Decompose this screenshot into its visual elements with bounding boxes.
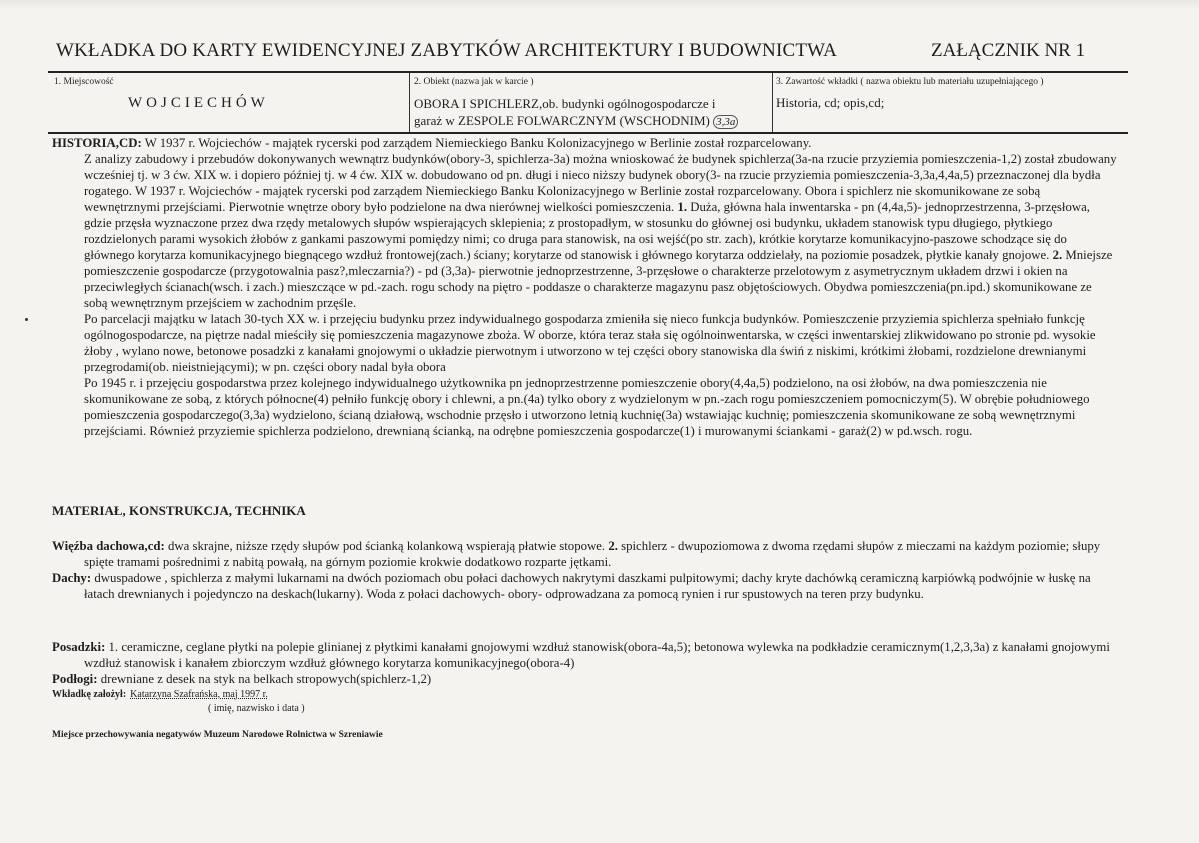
contents-label: 3. Zawartość wkładki ( nazwa obiektu lub materiału uzupełniającego ) bbox=[776, 77, 1044, 87]
negatives-location: Miejsce przechowywania negatywów Muzeum Narodowe Rolnictwa w Szreniawie bbox=[52, 730, 383, 740]
place-label: 1. Miejscowość bbox=[54, 77, 114, 87]
history-num-2: 2. bbox=[1052, 248, 1063, 262]
history-p2b: Duża, główna hala inwentarska - pn (4,4a,5)- jednoprzestrzenna, 3-przęsłowa, gdzie przęsła wyznaczone przez dwa rzędy metalowych słupów wspierających sklepienia; z prostopadłym, w stosunku do głównej osi budynku, układem stanowisk typu długiego, płytkiego rozdzielonych parami wysokich żłobów z gankami paszowymi pomiędzy nimi; co druga para stanowisk, na osi wejść(po str. zach), krótkie korytarze komunikacyjno-paszowe schodzące się do głównego korytarza komunikacyjnego biegnącego wzdłuż frontowej(zach.) ściany; korytarze od stanowisk i głównego korytarza oddzielały, na poziomie posadzek, płytkie kanały gnojowe. bbox=[84, 200, 1090, 262]
bottom-rule bbox=[48, 132, 1128, 134]
floors-para bbox=[52, 639, 1118, 671]
roof-truss-num: 2. bbox=[608, 539, 618, 553]
subfloors-para bbox=[52, 671, 1118, 687]
object-line-1: OBORA I SPICHLERZ,ob. budynki ogólnogospodarcze i bbox=[414, 96, 716, 111]
scan-edge bbox=[0, 0, 1199, 10]
history-p1-text: W 1937 r. Wojciechów - majątek rycerski pod zarządem Niemieckiego Banku Kolonizacyjnego w Berlinie został rozparcelowany. bbox=[144, 136, 812, 150]
subfloors-value: drewniane z desek na styk na belkach stropowych(spichlerz-1,2) bbox=[100, 672, 432, 686]
roof-truss-block bbox=[52, 538, 1118, 602]
object-label: 2. Obiekt (nazwa jak w karcie ) bbox=[414, 77, 534, 87]
insert-caption: ( imię, nazwisko i data ) bbox=[208, 703, 305, 714]
history-p2 bbox=[52, 151, 1118, 311]
roofs-para bbox=[52, 570, 1118, 602]
contents-value: Historia, cd; opis,cd; bbox=[776, 95, 885, 110]
insert-value: Katarzyna Szafrańska, maj 1997 r. bbox=[130, 689, 268, 700]
insert-author-line bbox=[52, 689, 268, 700]
object-line-2 bbox=[414, 112, 772, 131]
object-handwritten-mark: 3,3a bbox=[713, 115, 738, 129]
roof-truss-a: dwa skrajne, niższe rzędy słupów pod ścianką kolankową wspierają płatwie stopowe. bbox=[168, 539, 606, 553]
roof-truss-b: spichlerz - dwupoziomowa z dwoma rzędami słupów z mieczami na każdym poziomie; słupy spięte tramami pośrednimi z nabitą powałą, na górnym poziomie krokwie dodatkowo rozparte jętkami. bbox=[84, 539, 1101, 569]
floors-block bbox=[52, 639, 1118, 687]
history-num-1: 1. bbox=[677, 200, 688, 214]
history-heading: HISTORIA,CD: bbox=[52, 136, 142, 150]
history-section bbox=[52, 135, 1118, 439]
subfloors-label: Podłogi: bbox=[52, 672, 98, 686]
column-divider bbox=[772, 73, 773, 132]
history-p2a: Z analizy zabudowy i przebudów dokonywanych wewnątrz budynków(obory-3, spichlerza-3a) można wnioskować że budynek spichlerza(3a-na rzucie przyziemia pomieszczenia-1,2) został zbudowany wcześniej tj. w 3 ćw. XIX w. i dopiero później tj. w 4 ćw. XIX w. dobudowano od pn. długi i nieco niższy budynek obory(3- na rzucie przyziemia pomieszczenia-3,3a,4,4a,5) przeznaczonej dla bydła rogatego. W 1937 r. Wojciechów - majątek rycerski pod zarządem Niemieckiego Banku Kolonizacyjnego w Berlinie został rozparcelowany. Obora i spichlerz nie skomunikowane ze sobą wewnętrznymi przejściami. Pierwotnie wnętrze obory było podzielone na dwa nierównej wielkości pomieszczenia. bbox=[84, 152, 1117, 214]
roof-truss-para bbox=[52, 538, 1118, 570]
materials-heading: MATERIAŁ, KONSTRUKCJA, TECHNIKA bbox=[52, 503, 306, 518]
top-rule bbox=[48, 71, 1128, 73]
annex-number: ZAŁĄCZNIK NR 1 bbox=[931, 40, 1086, 61]
roof-truss-label: Więźba dachowa,cd: bbox=[52, 539, 165, 553]
history-p1 bbox=[52, 135, 1118, 151]
document-title: WKŁADKA DO KARTY EWIDENCYJNEJ ZABYTKÓW ARCHITEKTURY I BUDOWNICTWA bbox=[56, 40, 838, 61]
place-value: WOJCIECHÓW bbox=[128, 95, 269, 111]
column-divider bbox=[409, 73, 410, 132]
object-line-2-text: garaż w ZESPOLE FOLWARCZNYM (WSCHODNIM) bbox=[414, 113, 710, 128]
roofs-value: dwuspadowe , spichlerza z małymi lukarnami na dwóch poziomach obu połaci dachowych nakrytymi daszkami pulpitowymi; dachy kryte dachówką ceramiczną karpiówką podwójnie w łuskę na łatach drewnianych i pojedynczo na deskach(lukarny). Woda z połaci dachowych- obory- odprowadzana za pomocą rynien i rur spustowych na teren przy budynku. bbox=[84, 571, 1091, 601]
roofs-label: Dachy: bbox=[52, 571, 92, 585]
floors-label: Posadzki: bbox=[52, 640, 106, 654]
floors-value: 1. ceramiczne, ceglane płytki na polepie glinianej z płytkimi kanałami gnojowymi wzdłuż stanowisk(obora-4a,5); betonowa wylewka na podkładzie ceramicznym(1,2,3,3a) z kanałami gnojowymi wzdłuż stanowisk i kanałem zbiorczym wzdłuż głównego korytarza komunikacyjnego(obora-4) bbox=[84, 640, 1110, 670]
object-value bbox=[414, 95, 772, 131]
history-p3: Po parcelacji majątku w latach 30-tych XX w. i przejęciu budynku przez indywidualnego gospodarza zmieniła się nieco funkcja budynków. Pomieszczenie przyziemia spichlerza spełniało funkcję ogólnogospodarcze, na piętrze nadal mieściły się pomieszczenia magazynowe zboża. W oborze, która teraz stała się ogólnoinwentarska, w części inwentarskiej zlikwidowano po stronie pd. wysokie żłoby , wylano nowe, betonowe posadzki z kanałami gnojowymi o układzie pierwotnym i utworzono w tej części obory stanowiska dla świń z niskimi, krótkimi żłobami, rozdzielone drewnianymi przegrodami(ob. nieistniejącymi); w pn. części obory nadal była obora bbox=[84, 312, 1096, 374]
scan-dot bbox=[25, 318, 28, 321]
insert-label: Wkładkę założył: bbox=[52, 689, 127, 700]
history-p2c: Mniejsze pomieszczenie gospodarcze (przygotowalnia pasz?,mleczarnia?) - pd (3,3a)- pierwotnie jednoprzestrzenne, 3-przęsłowe o charakterze przelotowym z asymetrycznym układem drzwi i okien na przeciwległych ścianach(wsch. i zach.) mieszczące w pd.-zach. rogu schody na piętro - poddasze o charakterze magazynu pasz objętościowych. Obydwa pomieszczenia(pn.ipd.) skomunikowane ze sobą wewnętrznym przejściem w zachodnim przęśle. bbox=[84, 248, 1113, 310]
history-p4: Po 1945 r. i przejęciu gospodarstwa przez kolejnego indywidualnego użytkownika pn jednoprzestrzenne pomieszczenie obory(4,4a,5) podzielono, na osi żłobów, na dwa pomieszczenia nie skomunikowane ze sobą, z których północne(4) pełniło funkcję obory i chlewni, a pn.(4a) tylko obory z wydzielonym w pn.-zach rogu pomieszczeniem pomocniczym(5). W obrębie południowego pomieszczenia gospodarczego(3,3a) wydzielono, ścianą działową, wschodnie przęsło i utworzono letnią kuchnię(3a) wstawiając kuchnię; pomieszczenia skomunikowane ze sobą wewnętrznymi przejściami. Również przyziemie spichlerza podzielono, drewnianą ścianką, na odrębne pomieszczenia gospodarcze(1) i murowanymi ściankami - garaż(2) w pd.wsch. rogu. bbox=[84, 376, 1090, 438]
